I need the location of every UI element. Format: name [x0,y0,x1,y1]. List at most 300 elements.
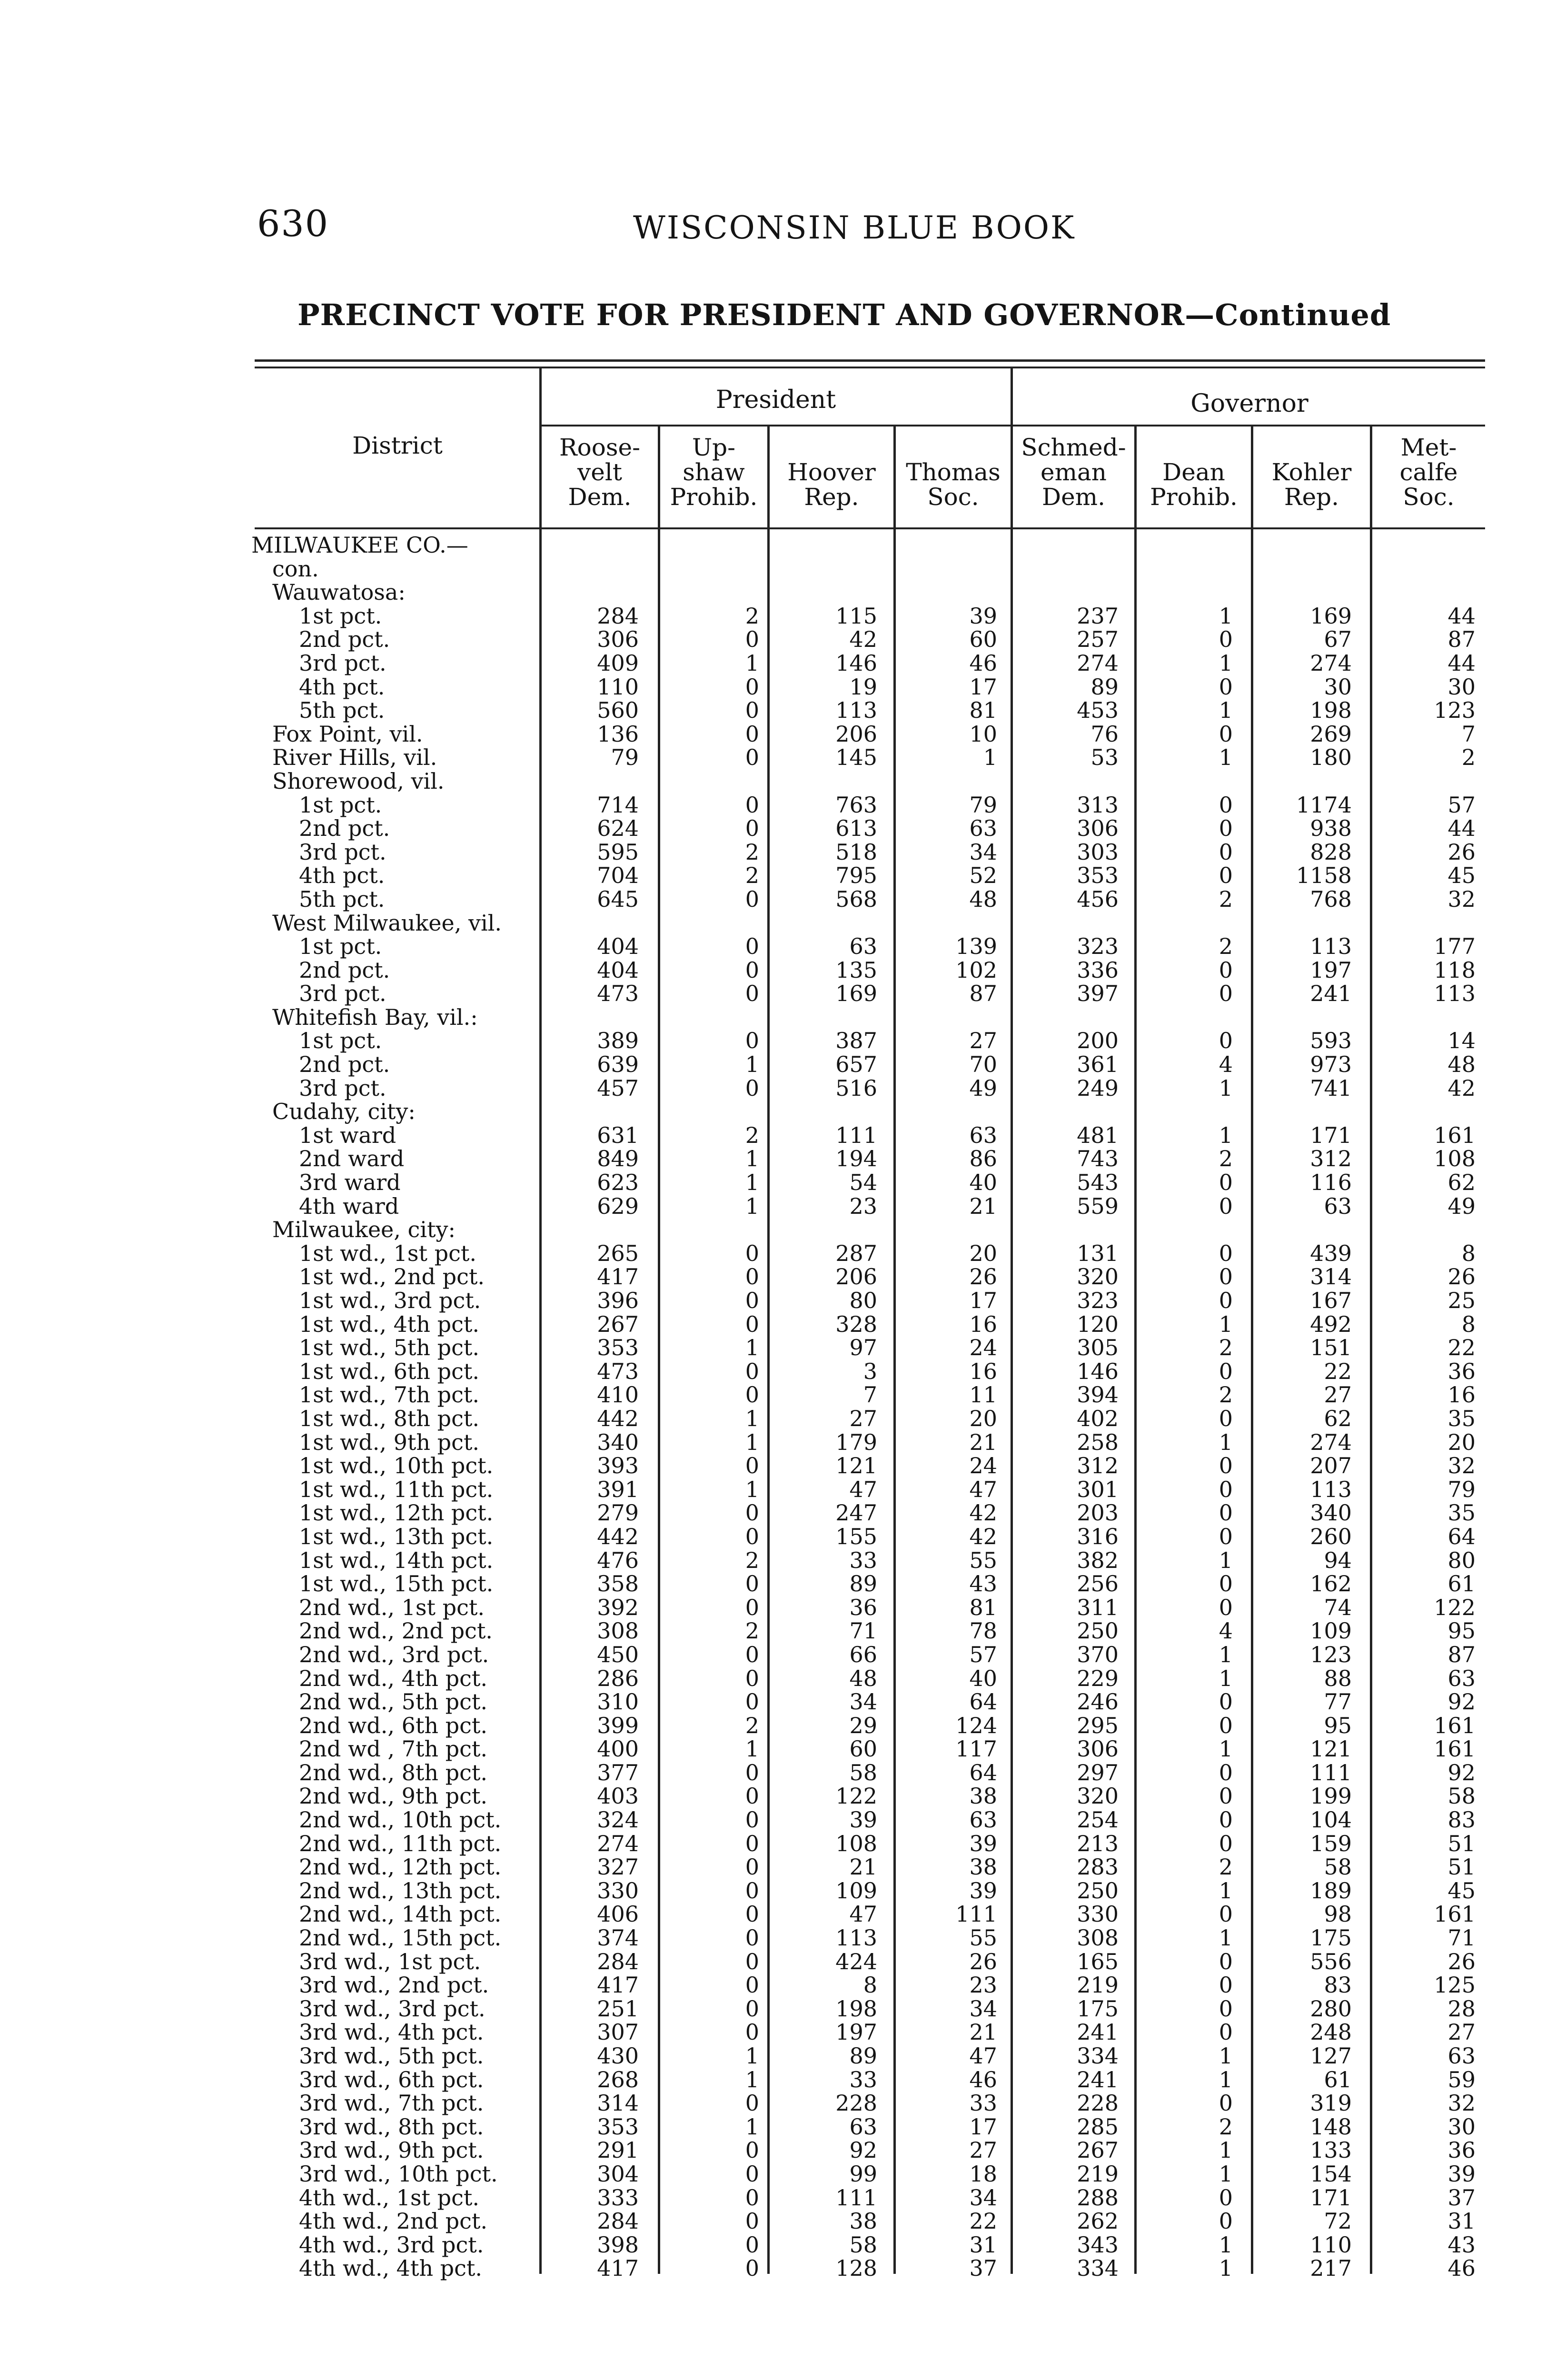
district-cell: Milwaukee, city: [272,1217,456,1243]
district-cell: 1st wd., 7th pct. [299,1382,479,1408]
vote-cell: 334 [1077,2043,1119,2069]
district-cell: 1st ward [299,1122,396,1148]
vote-cell: 27 [1447,2019,1476,2045]
vote-cell: 1 [1219,2066,1233,2092]
vote-cell: 146 [835,650,877,676]
vote-cell: 42 [1447,1075,1476,1101]
district-cell: 2nd wd., 1st pct. [299,1594,485,1620]
vote-cell: 2 [745,1618,759,1644]
vote-cell: 0 [1219,1358,1233,1384]
vote-cell: 0 [1219,1571,1233,1597]
vote-cell: 125 [1434,1972,1476,1998]
vote-cell: 180 [1310,744,1352,771]
vote-cell: 23 [849,1193,877,1219]
vote-cell: 382 [1077,1547,1119,1573]
vote-cell: 57 [1447,792,1476,818]
vote-cell: 62 [1324,1405,1352,1431]
vote-cell: 189 [1310,1877,1352,1904]
district-cell: Shorewood, vil. [272,768,445,794]
vote-cell: 92 [1447,1759,1476,1785]
vote-cell: 77 [1324,1689,1352,1715]
vote-cell: 3 [863,1358,877,1384]
vote-cell: 343 [1077,2231,1119,2258]
vote-cell: 87 [1447,1641,1476,1667]
vote-cell: 102 [955,957,997,983]
vote-cell: 20 [969,1405,997,1431]
header-line: Rep. [1284,483,1339,511]
table-row [0,1265,1546,1289]
header-line: Hoover [787,458,876,486]
vote-cell: 79 [611,744,639,771]
vote-cell: 46 [1447,2255,1476,2281]
vote-cell: 28 [1447,1995,1476,2022]
vote-cell: 340 [597,1429,639,1455]
vote-cell: 161 [1434,1901,1476,1927]
vote-cell: 353 [597,1335,639,1361]
vote-cell: 2 [745,1547,759,1573]
district-cell: 2nd wd., 2nd pct. [299,1618,493,1644]
table-row [0,651,1546,675]
vote-cell: 63 [969,1122,997,1148]
vote-cell: 704 [597,863,639,889]
table-row [0,675,1546,699]
vote-cell: 113 [835,1925,877,1951]
vote-cell: 67 [1324,626,1352,653]
vote-cell: 44 [1447,603,1476,629]
vote-cell: 203 [1077,1500,1119,1526]
vote-cell: 398 [597,2231,639,2258]
district-cell: 1st pct. [299,603,382,629]
vote-cell: 291 [597,2137,639,2163]
vote-cell: 0 [1219,1500,1233,1526]
vote-cell: 0 [1219,1594,1233,1620]
vote-cell: 0 [745,626,759,653]
vote-cell: 99 [849,2161,877,2187]
vote-cell: 0 [1219,1405,1233,1431]
vote-cell: 30 [1324,674,1352,700]
vote-cell: 51 [1447,1830,1476,1856]
vote-cell: 645 [597,886,639,912]
vote-cell: 43 [1447,2231,1476,2258]
vote-cell: 42 [849,626,877,653]
header-line: Prohib. [1150,483,1238,511]
vote-cell: 312 [1077,1453,1119,1479]
vote-cell: 417 [597,2255,639,2281]
district-cell: 3rd pct. [299,1075,386,1101]
vote-cell: 37 [1447,2184,1476,2211]
col-header-roosevelt [542,435,658,509]
table-row [0,816,1546,840]
vote-cell: 0 [1219,1288,1233,1313]
book-title: WISCONSIN BLUE BOOK [633,209,1076,246]
district-cell: 2nd wd., 4th pct. [299,1665,487,1691]
vote-cell: 319 [1310,2090,1352,2116]
vote-cell: 257 [1077,626,1119,653]
vote-cell: 623 [597,1170,639,1196]
vote-cell: 1 [745,1405,759,1431]
vote-cell: 0 [745,1240,759,1266]
vote-cell: 1 [1219,1075,1233,1101]
vote-cell: 162 [1310,1571,1352,1597]
vote-cell: 40 [969,1170,997,1196]
vote-cell: 0 [745,1594,759,1620]
district-cell: 3rd wd., 2nd pct. [299,1972,489,1998]
district-cell: 1st wd., 4th pct. [299,1311,479,1337]
vote-cell: 21 [849,1854,877,1880]
vote-cell: 254 [1077,1807,1119,1833]
table-row [0,2091,1546,2115]
vote-cell: 95 [1447,1618,1476,1644]
district-cell: West Milwaukee, vil. [272,910,502,936]
vote-cell: 22 [1447,1335,1476,1361]
vote-cell: 768 [1310,886,1352,912]
vote-cell: 424 [835,1948,877,1974]
vote-cell: 374 [597,1925,639,1951]
vote-cell: 0 [745,1948,759,1974]
vote-cell: 34 [969,1995,997,2022]
district-cell: 3rd wd., 7th pct. [299,2090,484,2116]
vote-cell: 0 [745,721,759,747]
district-cell: 3rd pct. [299,650,386,676]
vote-cell: 396 [597,1288,639,1313]
vote-cell: 22 [1324,1358,1352,1384]
vote-cell: 1 [745,1146,759,1172]
vote-cell: 320 [1077,1264,1119,1290]
vote-cell: 2 [1219,1335,1233,1361]
vote-cell: 37 [969,2255,997,2281]
district-cell: 3rd wd., 10th pct. [299,2161,498,2187]
vote-cell: 313 [1077,792,1119,818]
vote-cell: 250 [1077,1618,1119,1644]
table-row [0,1194,1546,1218]
vote-cell: 58 [1447,1783,1476,1809]
vote-cell: 0 [745,1759,759,1785]
vote-cell: 109 [835,1877,877,1904]
vote-cell: 0 [745,1028,759,1054]
table-row [0,1478,1546,1501]
vote-cell: 0 [745,1311,759,1337]
table-row [0,1289,1546,1312]
vote-cell: 0 [1219,1453,1233,1479]
vote-cell: 21 [969,1193,997,1219]
vote-cell: 399 [597,1712,639,1738]
vote-cell: 70 [969,1051,997,1078]
table-row [0,1312,1546,1336]
vote-cell: 1 [1219,1877,1233,1904]
vote-cell: 61 [1324,2066,1352,2092]
vote-cell: 0 [745,1830,759,1856]
vote-cell: 229 [1077,1665,1119,1691]
vote-cell: 47 [849,1901,877,1927]
vote-cell: 40 [969,1665,997,1691]
vote-cell: 0 [1219,1689,1233,1715]
table-row [0,1666,1546,1690]
vote-cell: 1 [745,1335,759,1361]
vote-cell: 387 [835,1028,877,1054]
header-line: Soc. [1403,483,1455,511]
vote-cell: 21 [969,2019,997,2045]
vote-cell: 849 [597,1146,639,1172]
vote-cell: 88 [1324,1665,1352,1691]
table-row [0,604,1546,628]
district-cell: 3rd wd., 4th pct. [299,2019,484,2045]
vote-cell: 131 [1077,1240,1119,1266]
vote-cell: 285 [1077,2113,1119,2140]
col-header-metcalfe [1372,435,1485,509]
vote-cell: 741 [1310,1075,1352,1101]
vote-cell: 0 [745,1382,759,1408]
vote-cell: 128 [835,2255,877,2281]
vote-cell: 0 [1219,1783,1233,1809]
header-line: Up- [692,434,736,461]
vote-cell: 108 [835,1830,877,1856]
vote-cell: 267 [597,1311,639,1337]
vote-cell: 305 [1077,1335,1119,1361]
vote-cell: 11 [969,1382,997,1408]
vote-cell: 121 [835,1453,877,1479]
vote-cell: 63 [1447,1665,1476,1691]
table-row [0,1147,1546,1170]
vote-cell: 283 [1077,1854,1119,1880]
district-cell: 4th pct. [299,674,385,700]
vote-cell: 314 [597,2090,639,2116]
vote-cell: 7 [1461,721,1476,747]
vote-cell: 113 [835,697,877,724]
vote-cell: 79 [969,792,997,818]
vote-cell: 0 [1219,1476,1233,1502]
vote-cell: 19 [849,674,877,700]
vote-cell: 938 [1310,815,1352,842]
vote-cell: 327 [597,1854,639,1880]
vote-cell: 47 [969,2043,997,2069]
vote-cell: 250 [1077,1877,1119,1904]
vote-cell: 8 [1461,1311,1476,1337]
vote-cell: 0 [745,674,759,700]
district-cell: 1st pct. [299,792,382,818]
vote-cell: 46 [969,2066,997,2092]
header-line: Rep. [804,483,859,511]
vote-cell: 62 [1447,1170,1476,1196]
vote-cell: 297 [1077,1759,1119,1785]
table-row [0,1737,1546,1761]
table-row [0,1973,1546,1997]
vote-cell: 556 [1310,1948,1352,1974]
district-cell: 2nd wd., 12th pct. [299,1854,502,1880]
vote-cell: 53 [1090,744,1119,771]
vote-cell: 0 [1219,1170,1233,1196]
vote-cell: 110 [597,674,639,700]
vote-cell: 0 [1219,1901,1233,1927]
table-row [0,840,1546,864]
vote-cell: 155 [835,1523,877,1549]
vote-cell: 330 [1077,1901,1119,1927]
vote-cell: 0 [1219,1264,1233,1290]
vote-cell: 46 [969,650,997,676]
vote-cell: 92 [849,2137,877,2163]
vote-cell: 151 [1310,1335,1352,1361]
vote-cell: 8 [863,1972,877,1998]
vote-cell: 108 [1434,1146,1476,1172]
header-line: Roose- [559,434,640,461]
vote-cell: 1 [983,744,997,771]
vote-cell: 52 [969,863,997,889]
header-line: eman [1040,458,1107,486]
vote-cell: 110 [1310,2231,1352,2258]
vote-cell: 402 [1077,1405,1119,1431]
header-line: Soc. [927,483,979,511]
table-row [0,934,1546,958]
vote-cell: 45 [1447,863,1476,889]
vote-cell: 111 [1310,1759,1352,1785]
district-cell: 3rd wd., 5th pct. [299,2043,484,2069]
vote-cell: 139 [955,933,997,960]
vote-cell: 353 [1077,863,1119,889]
vote-cell: 217 [1310,2255,1352,2281]
vote-cell: 639 [597,1051,639,1078]
vote-cell: 314 [1310,1264,1352,1290]
vote-cell: 0 [745,981,759,1007]
vote-cell: 35 [1447,1405,1476,1431]
vote-cell: 288 [1077,2184,1119,2211]
vote-cell: 76 [1090,721,1119,747]
vote-cell: 63 [1324,1193,1352,1219]
table-row [0,911,1546,935]
vote-cell: 237 [1077,603,1119,629]
vote-cell: 307 [597,2019,639,2045]
vote-cell: 31 [969,2231,997,2258]
table-row [0,1690,1546,1714]
vote-cell: 2 [1219,1382,1233,1408]
vote-cell: 310 [597,1689,639,1715]
vote-cell: 194 [835,1146,877,1172]
vote-cell: 51 [1447,1854,1476,1880]
vote-cell: 49 [1447,1193,1476,1219]
district-cell: 4th wd., 2nd pct. [299,2208,487,2234]
table-row [0,2068,1546,2092]
vote-cell: 476 [597,1547,639,1573]
vote-cell: 38 [849,2208,877,2234]
governor-group-label: Governor [1190,389,1308,418]
vote-cell: 453 [1077,697,1119,724]
vote-cell: 169 [1310,603,1352,629]
vote-cell: 79 [1447,1476,1476,1502]
header-line: Kohler [1271,458,1352,486]
vote-cell: 1 [1219,1122,1233,1148]
table-row [0,1241,1546,1265]
district-cell: Wauwatosa: [272,579,406,605]
district-cell: Whitefish Bay, vil.: [272,1004,478,1030]
vote-cell: 48 [969,886,997,912]
vote-cell: 63 [969,1807,997,1833]
vote-cell: 21 [969,1429,997,1455]
table-row [0,1808,1546,1832]
district-cell: 3rd wd., 1st pct. [299,1948,481,1974]
vote-cell: 334 [1077,2255,1119,2281]
vote-cell: 1 [745,2113,759,2140]
vote-cell: 54 [849,1170,877,1196]
vote-cell: 199 [1310,1783,1352,1809]
vote-cell: 71 [1447,1925,1476,1951]
vote-cell: 122 [1434,1594,1476,1620]
vote-cell: 284 [597,603,639,629]
vote-cell: 430 [597,2043,639,2069]
vote-cell: 161 [1434,1122,1476,1148]
vote-cell: 0 [1219,863,1233,889]
district-cell: 2nd pct. [299,815,390,842]
vote-cell: 179 [835,1429,877,1455]
vote-cell: 111 [835,1122,877,1148]
vote-cell: 377 [597,1759,639,1785]
vote-cell: 1 [1219,2255,1233,2281]
vote-cell: 795 [835,863,877,889]
vote-cell: 0 [745,1972,759,1998]
vote-cell: 279 [597,1500,639,1526]
vote-cell: 25 [1447,1288,1476,1313]
district-cell: 1st wd., 11th pct. [299,1476,494,1502]
vote-cell: 743 [1077,1146,1119,1172]
table-row [0,2209,1546,2233]
header-bottom-rule [255,527,1485,529]
vote-cell: 109 [1310,1618,1352,1644]
vote-cell: 1 [745,1736,759,1762]
vote-cell: 175 [1310,1925,1352,1951]
district-cell: MILWAUKEE CO.— [251,532,468,558]
vote-cell: 0 [1219,792,1233,818]
vote-cell: 265 [597,1240,639,1266]
vote-cell: 973 [1310,1051,1352,1078]
table-row [0,1572,1546,1596]
table-row [0,580,1546,604]
vote-cell: 39 [849,1807,877,1833]
district-cell: 2nd wd., 6th pct. [299,1712,487,1738]
district-cell: 2nd ward [299,1146,405,1172]
vote-cell: 104 [1310,1807,1352,1833]
table-row [0,2115,1546,2139]
vote-cell: 450 [597,1641,639,1667]
vote-cell: 20 [969,1240,997,1266]
district-cell: 1st wd., 15th pct. [299,1571,494,1597]
vote-cell: 0 [1219,1972,1233,1998]
vote-cell: 17 [969,674,997,700]
vote-cell: 410 [597,1382,639,1408]
table-row [0,2020,1546,2044]
vote-cell: 44 [1447,650,1476,676]
vote-cell: 1 [1219,1925,1233,1951]
president-group-label: President [715,386,836,414]
vote-cell: 312 [1310,1146,1352,1172]
vote-cell: 328 [835,1311,877,1337]
vote-cell: 0 [1219,626,1233,653]
table-row [0,1761,1546,1785]
vote-cell: 2 [745,1712,759,1738]
vote-cell: 393 [597,1453,639,1479]
district-cell: 1st wd., 3rd pct. [299,1288,481,1313]
vote-cell: 0 [745,2255,759,2281]
table-row [0,1383,1546,1407]
vote-cell: 593 [1310,1028,1352,1054]
table-top-rule [255,359,1485,362]
district-cell: Cudahy, city: [272,1099,416,1125]
district-cell: 2nd wd., 8th pct. [299,1759,487,1785]
vote-cell: 404 [597,933,639,960]
col-header-dean [1137,460,1251,509]
vote-cell: 10 [969,721,997,747]
vote-cell: 0 [1219,1995,1233,2022]
vote-cell: 197 [835,2019,877,2045]
vote-cell: 1 [745,1429,759,1455]
vote-cell: 167 [1310,1288,1352,1313]
vote-cell: 0 [1219,2090,1233,2116]
